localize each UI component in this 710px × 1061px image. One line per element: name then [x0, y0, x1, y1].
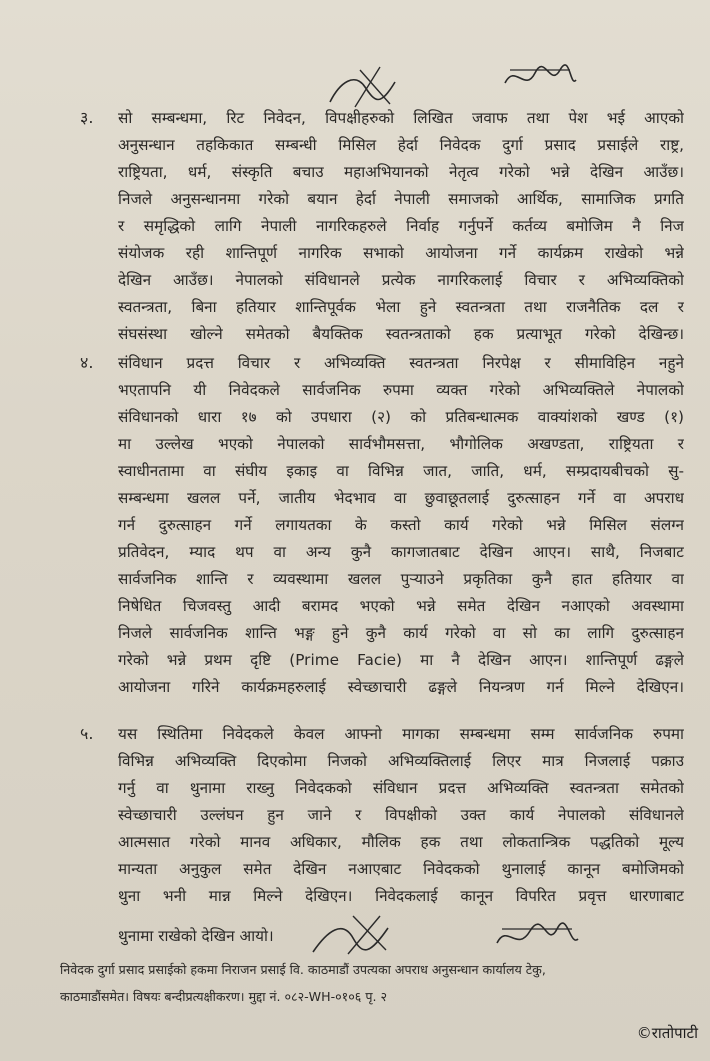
paragraph-line: संयोजक रही शान्तिपूर्ण नागरिक सभाको आयोजना गर्ने कार्यक्रम राखेको भन्ने [118, 244, 684, 262]
signature-top-right [500, 58, 580, 98]
paragraph-line: स्वेच्छाचारी उल्लंघन हुन जाने र विपक्षीको उक्त कार्य नेपालको संविधानले [118, 806, 684, 824]
paragraph-line: संविधान प्रदत्त विचार र अभिव्यक्ति स्वतन्त्रता निरपेक्ष र सीमाविहिन नहुने [118, 354, 684, 372]
paragraph-line: प्रतिवेदन, म्याद थप वा अन्य कुनै कागजातबाट देखिन आएन। साथै, निजबाट [118, 543, 684, 561]
paragraph-line: स्वाधीनतामा वा संघीय इकाइ वा विभिन्न जात, जाति, धर्म, सम्प्रदायबीचको सु- [118, 462, 684, 480]
signature-top-center [320, 62, 410, 112]
paragraph-number: ३. [80, 108, 94, 127]
paragraph-line: सम्बन्धमा खलल पर्ने, जातीय भेदभाव वा छुवाछूतलाई दुरुत्साहन गर्ने वा अपराध [118, 489, 684, 507]
paragraph-line: भएतापनि यी निवेदकले सार्वजनिक रुपमा व्यक्त गरेको अभिव्यक्तिले नेपालको [118, 381, 684, 399]
footer-case-meta: काठमाडौंसमेत। विषयः बन्दीप्रत्यक्षीकरण। मुद्दा नं. ०८२-WH-०१०६ पृ. २ [60, 989, 388, 1004]
paragraph-line: थुना भनी मान्न मिल्ने देखिएन। निवेदकलाई कानून विपरित प्रवृत्त धारणाबाट [118, 887, 684, 905]
paragraph-line: सो सम्बन्धमा, रिट निवेदन, विपक्षीहरुको लिखित जवाफ तथा पेश भई आएको [118, 109, 684, 127]
paragraph-line: राष्ट्रियता, धर्म, संस्कृति बचाउ महाअभियानको नेतृत्व गरेको भन्ने देखिन आउँछ। [118, 163, 684, 181]
watermark: ©रातोपाटी [636, 1024, 698, 1042]
paragraph-line: निषेधित चिजवस्तु आदी बरामद भएको भन्ने समेत देखिन नआएको अवस्थामा [118, 597, 684, 615]
paragraph-line: गर्न दुरुत्साहन गर्ने लगायतका के कस्तो कार्य गरेको भन्ने मिसिल संलग्न [118, 516, 684, 534]
paragraph-number: ४. [80, 353, 94, 372]
paragraph-line: गरेको भन्ने प्रथम दृष्टि (Prime Facie) मा नै देखिन आएन। शान्तिपूर्ण ढङ्गले [118, 651, 684, 669]
paragraph-line: मान्यता अनुकुल समेत देखिन नआएबाट निवेदकको थुनालाई कानून बमोजिमको [118, 860, 684, 878]
paragraph-line: विभिन्न अभिव्यक्ति दिएकोमा निजको अभिव्यक्तिलाई लिएर मात्र निजलाई पक्राउ [118, 752, 684, 770]
paragraph-line: आयोजना गरिने कार्यक्रमहरुलाई स्वेच्छाचारी ढङ्गले नियन्त्रण गर्न मिल्ने देखिएन। [118, 678, 684, 696]
paragraph-line: निजले सार्वजनिक शान्ति भङ्ग हुने कुनै कार्य गरेको वा सो का लागि दुरुत्साहन [118, 624, 684, 642]
paragraph-line: संविधानको धारा १७ को उपधारा (२) को प्रतिबन्धात्मक वाक्यांशको खण्ड (१) [118, 408, 684, 426]
footer-case-title: निवेदक दुर्गा प्रसाद प्रसाईको हकमा निराजन प्रसाई वि. काठमाडौं उपत्यका अपराध अनुसन्धान कार्यालय टेकु, [60, 962, 546, 977]
paragraph-line: थुनामा राखेको देखिन आयो। [118, 927, 274, 945]
paragraph-line: मा उल्लेख भएको नेपालको सार्वभौमसत्ता, भौगोलिक अखण्डता, राष्ट्रियता र [118, 435, 684, 453]
paragraph-number: ५. [80, 724, 94, 743]
paragraph-line: यस स्थितिमा निवेदकले केवल आफ्नो मागका सम्बन्धमा सम्म सार्वजनिक रुपमा [118, 725, 684, 743]
paragraph-line: सार्वजनिक शान्ति र व्यवस्थामा खलल पुऱ्याउने प्रकृतिका कुनै हात हतियार वा [118, 570, 684, 588]
paragraph-line: गर्नु वा थुनामा राख्नु निवेदकको संविधान प्रदत्त अभिव्यक्ति स्वतन्त्रता समेतको [118, 779, 684, 797]
paragraph-line: आत्मसात गरेको मानव अधिकार, मौलिक हक तथा लोकतान्त्रिक पद्धतिको मूल्य [118, 833, 684, 851]
paragraph-line: स्वतन्त्रता, बिना हतियार शान्तिपूर्वक भेला हुने स्वतन्त्रता तथा राजनैतिक दल र [118, 298, 684, 316]
paragraph-line: अनुसन्धान तहकिकात सम्बन्धी मिसिल हेर्दा निवेदक दुर्गा प्रसाद प्रसाईले राष्ट्र, [118, 136, 684, 154]
paragraph-line: देखिन आउँछ। नेपालको संविधानले प्रत्येक नागरिकलाई विचार र अभिव्यक्तिको [118, 271, 684, 289]
paragraph-line: र समृद्धिको लागि नेपाली नागरिकहरुले निर्वाह गर्नुपर्ने कर्तव्य बमोजिम नै निज [118, 217, 684, 235]
paragraph-line: निजले अनुसन्धानमा गरेको बयान हेर्दा नेपाली समाजको आर्थिक, सामाजिक प्रगति [118, 190, 684, 208]
paragraph-line: संघसंस्था खोल्ने समेतको बैयक्तिक स्वतन्त्रताको हक प्रत्याभूत गरेको देखिन्छ। [118, 325, 684, 343]
